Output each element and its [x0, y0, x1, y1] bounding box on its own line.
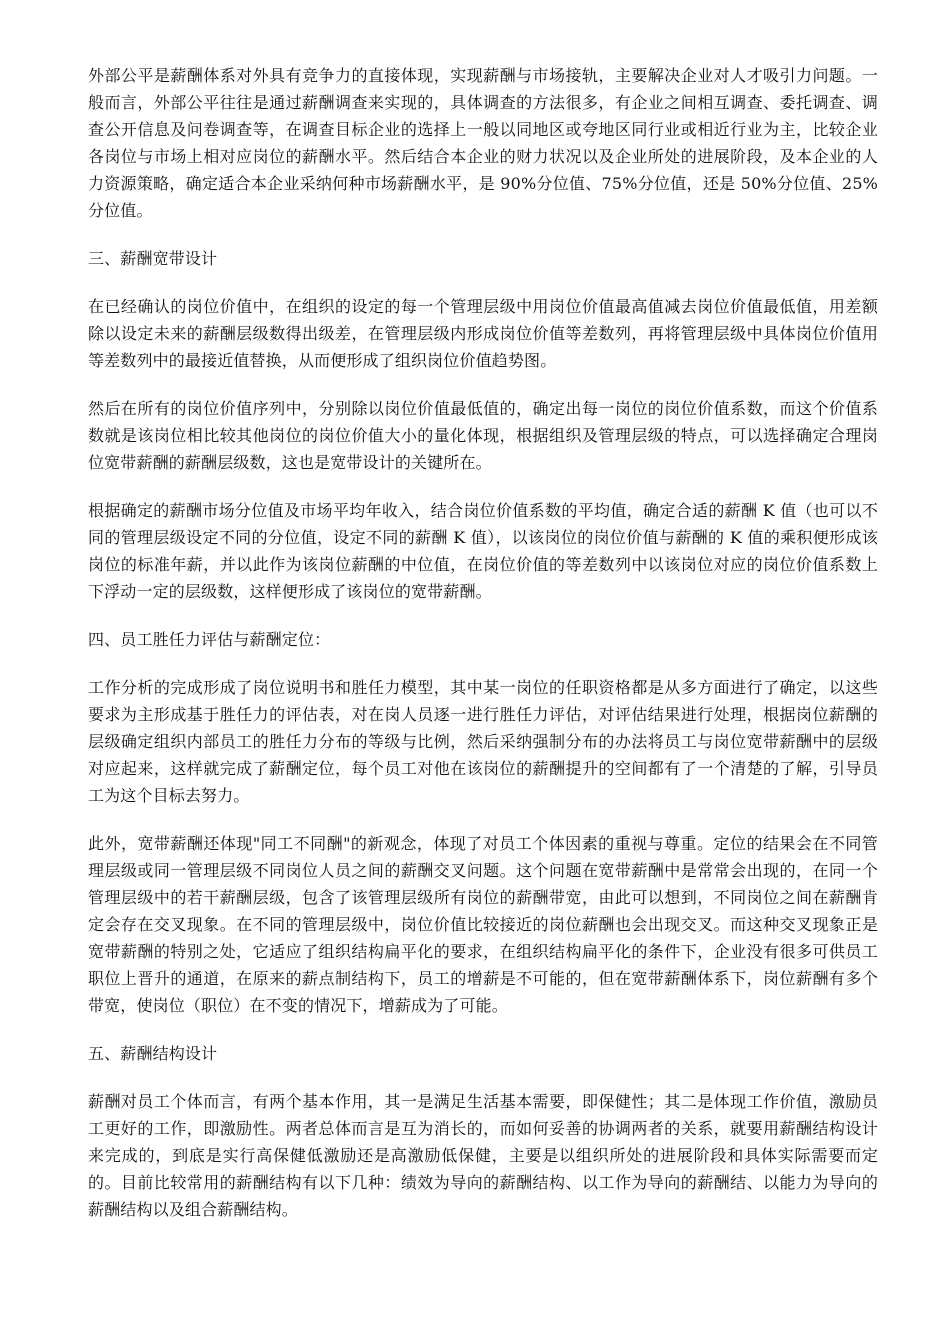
- section-heading-3: 三、薪酬宽带设计: [88, 249, 218, 268]
- paragraph-competency-2: 此外，宽带薪酬还体现"同工不同酬"的新观念，体现了对员工个体因素的重视与尊重。定位的结果会在不同管理层级或同一管理层级不同岗位人员之间的薪酬交叉问题。这个问题在宽带薪酬中是常常会出现的，在同一个管理层级中的若干薪酬层级，包含了该管理层级所有岗位的薪酬带宽，由此可以想到，不同岗位之间在薪酬肯定会存在交叉现象。在不同的管理层级中，岗位价值比较接近的岗位薪酬也会出现交叉。而这种交叉现象正是宽带薪酬的特别之处，它适应了组织结构扁平化的要求，在组织结构扁平化的条件下，企业没有很多可供员工职位上晋升的通道，在原来的薪点制结构下，员工的增薪是不可能的，但在宽带薪酬体系下，岗位薪酬有多个带宽，使岗位（职位）在不变的情况下，增薪成为了可能。: [88, 834, 878, 1015]
- paragraph-broadband-design-2: 然后在所有的岗位价值序列中，分别除以岗位价值最低值的，确定出每一岗位的岗位价值系数，而这个价值系数就是该岗位相比较其他岗位的岗位价值大小的量化体现，根据组织及管理层级的特点，可以选择确定合理岗位宽带薪酬的薪酬层级数，这也是宽带设计的关键所在。: [88, 399, 878, 472]
- section-heading-5: 五、薪酬结构设计: [88, 1044, 218, 1063]
- paragraph-competency-1: 工作分析的完成形成了岗位说明书和胜任力模型，其中某一岗位的任职资格都是从多方面进行了确定，以这些要求为主形成基于胜任力的评估表，对在岗人员逐一进行胜任力评估，对评估结果进行处理，根据岗位薪酬的层级确定组织内部员工的胜任力分布的等级与比例，然后采纳强制分布的办法将员工与岗位宽带薪酬中的层级对应起来，这样就完成了薪酬定位，每个员工对他在该岗位的薪酬提升的空间都有了一个清楚的了解，引导员工为这个目标去努力。: [88, 678, 878, 805]
- paragraph-broadband-design-3: 根据确定的薪酬市场分位值及市场平均年收入，结合岗位价值系数的平均值，确定合适的薪酬 K 值（也可以不同的管理层级设定不同的分位值，设定不同的薪酬 K 值），以该岗位的岗位价值与薪酬的 K 值的乘积便形成该岗位的标准年薪，并以此作为该岗位薪酬的中位值，在岗位价值的等差数列中以该岗位对应的岗位价值系数上下浮动一定的层级数，这样便形成了该岗位的宽带薪酬。: [88, 501, 878, 601]
- section-heading-4: 四、员工胜任力评估与薪酬定位：: [88, 630, 331, 649]
- paragraph-broadband-design-1: 在已经确认的岗位价值中，在组织的设定的每一个管理层级中用岗位价值最高值减去岗位价值最低值，用差额除以设定未来的薪酬层级数得出级差，在管理层级内形成岗位价值等差数列，再将管理层级中具体岗位价值用等差数列中的最接近值替换，从而便形成了组织岗位价值趋势图。: [88, 297, 878, 370]
- document-page: [88, 62, 878, 1244]
- paragraph-structure-design: 薪酬对员工个体而言，有两个基本作用，其一是满足生活基本需要，即保健性；其二是体现工作价值，激励员工更好的工作，即激励性。两者总体而言是互为消长的，而如何妥善的协调两者的关系，就要用薪酬结构设计来完成的，到底是实行高保健低激励还是高激励低保健，主要是以组织所处的进展阶段和具体实际需要而定的。目前比较常用的薪酬结构有以下几种：绩效为导向的薪酬结构、以工作为导向的薪酬结、以能力为导向的薪酬结构以及组合薪酬结构。: [88, 1092, 878, 1219]
- paragraph-external-fairness: 外部公平是薪酬体系对外具有竞争力的直接体现，实现薪酬与市场接轨，主要解决企业对人才吸引力问题。一般而言，外部公平往往是通过薪酬调查来实现的，具体调查的方法很多，有企业之间相互调查、委托调查、调查公开信息及问卷调查等，在调查目标企业的选择上一般以同地区或夸地区同行业或相近行业为主，比较企业各岗位与市场上相对应岗位的薪酬水平。然后结合本企业的财力状况以及企业所处的进展阶段，及本企业的人力资源策略，确定适合本企业采纳何种市场薪酬水平，是 90%分位值、75%分位值，还是 50%分位值、25%分位值。: [88, 66, 878, 220]
